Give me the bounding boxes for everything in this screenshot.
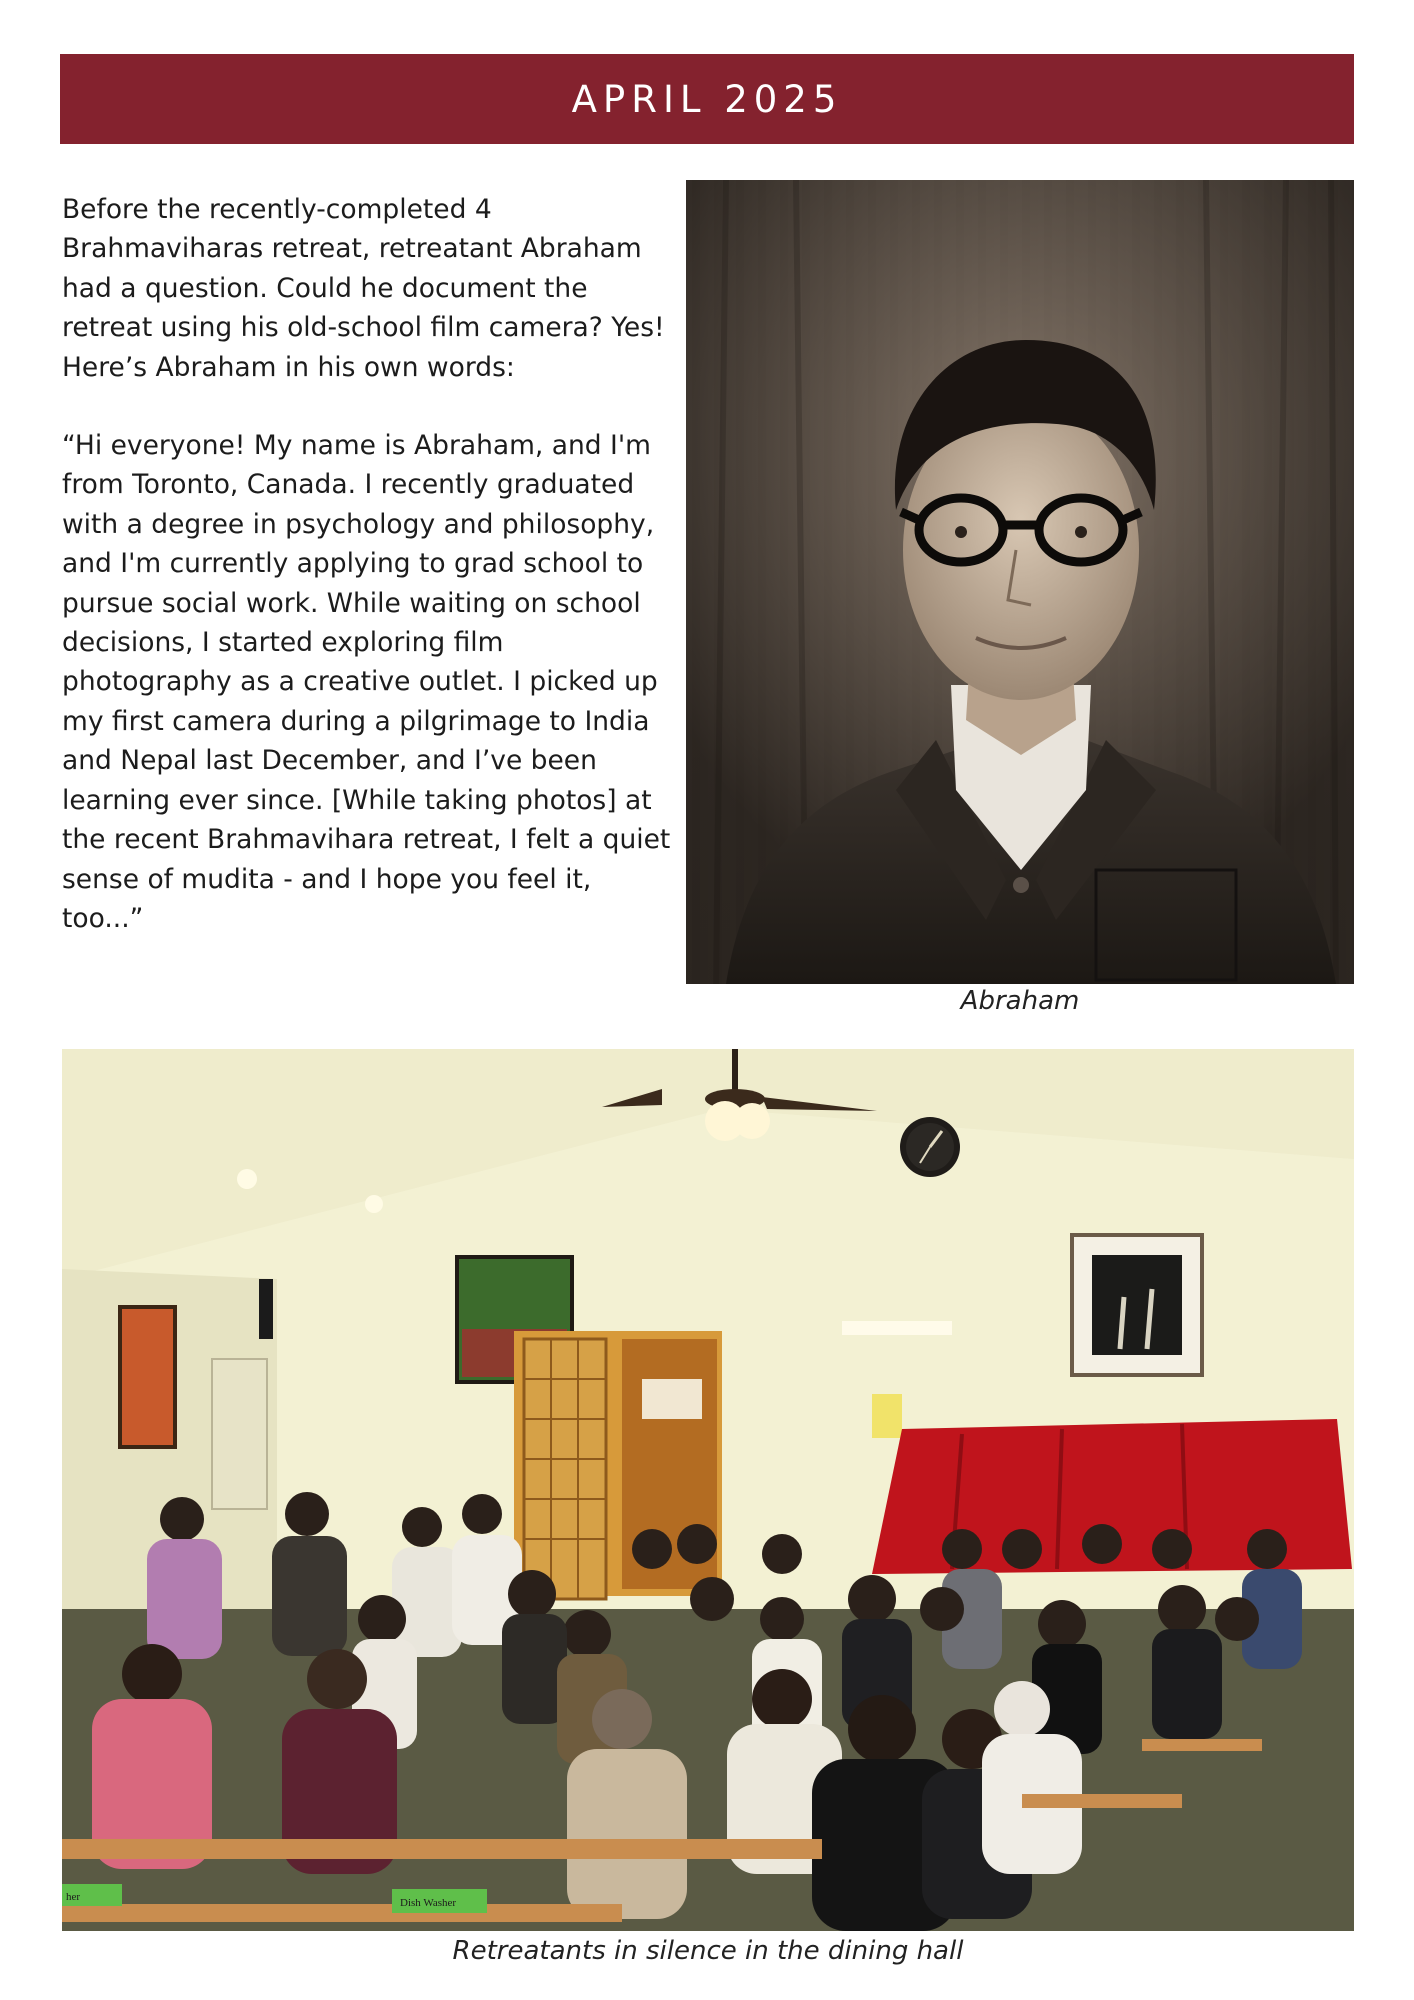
portrait-photo [686,180,1354,984]
month-banner [60,54,1354,144]
quote-paragraph: “Hi everyone! My name is Abraham, and I'm from Toronto, Canada. I recently graduated with a degree in psychology and philosophy, and I'm currently applying to grad school to pursue social work. While waiting on school decisions, I started exploring film photography as a creative outlet. I picked up my first camera during a pilgrimage to India and Nepal last December, and I’ve been learning ever since. [While taking photos] at the recent Brahmavihara retreat, I felt a quiet sense of mudita - and I hope you feel it, too...” [62,430,671,934]
table-sign-left: her [66,1891,81,1903]
portrait-caption: Abraham [960,986,1080,1016]
dining-hall-photo [62,1049,1354,1931]
banner-title: APRIL 2025 [571,77,843,121]
table-sign-dish-washer: Dish Washer [400,1897,457,1909]
wall-clock-icon [900,1117,960,1177]
group-photo-caption: Retreatants in silence in the dining hall [452,1936,964,1966]
article-text [62,190,672,938]
intro-paragraph: Before the recently-completed 4 Brahmaviharas retreat, retreatant Abraham had a question. Could he document the retreat using his old-school film camera? Yes! Here’s Abraham in his own words: [62,194,665,383]
